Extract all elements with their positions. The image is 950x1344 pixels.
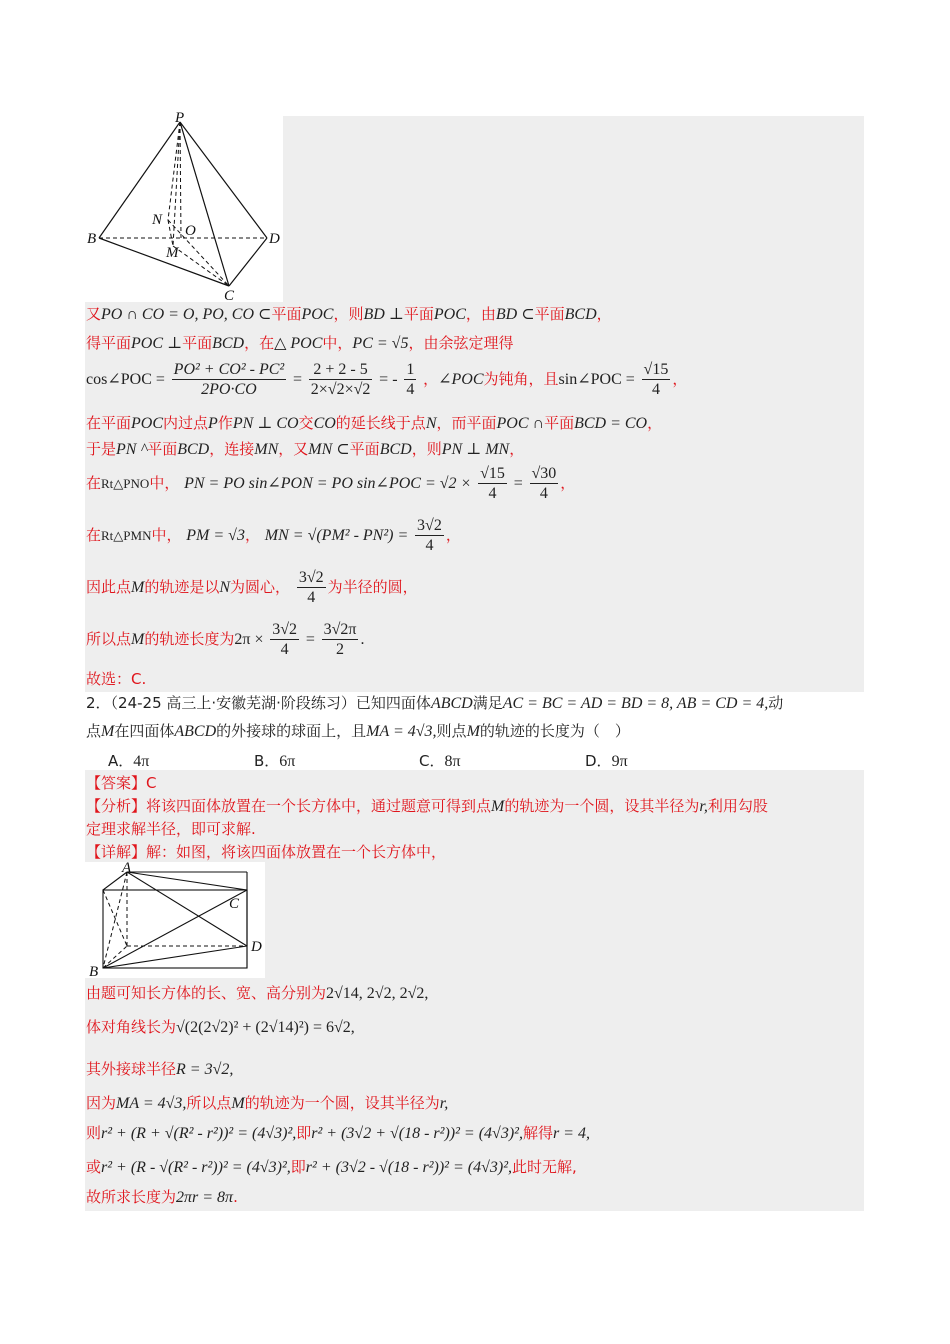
q2-step-7: 故所求长度为2πr = 8π. — [86, 1188, 238, 1206]
fraction: $\frac{1}{4}$ — [406, 361, 415, 399]
q1-line-2: 得平面POC ⊥平面BCD，在△ POC中，PC = √5，由余弦定理得 — [86, 334, 514, 352]
label-D: D — [251, 939, 262, 955]
q2-step-5: 则r² + (R + √(R² - r²))² = (4√3)²,即r² + (3√2 + √(18 - r²))² = (4√3)²,解得r = 4, — [86, 1124, 590, 1142]
option-c[interactable]: C．8π — [419, 752, 461, 770]
q2-step-6: 或r² + (R - √(R² - r²))² = (4√3)²,即r² + (3√2 - √(18 - r²))² = (4√3)²,此时无解, — [86, 1158, 577, 1176]
label-C: C — [224, 288, 235, 302]
q1-line-4: 在平面POC内过点P作PN ⊥ CO交CO的延长线于点N，而平面POC ∩平面BCD = CO， — [86, 414, 663, 432]
cuboid-figure — [85, 862, 265, 978]
q1-conclusion: 故选：C. — [86, 670, 147, 688]
label-A: A — [122, 862, 132, 876]
pyramid-figure — [85, 110, 283, 302]
label-B: B — [87, 231, 97, 247]
q2-stem-line-2: 点M在四面体ABCD的外接球的球面上，且MA = 4√3,则点M的轨迹的长度为（ ） — [86, 722, 630, 740]
q1-line-1: 又PO ∩ CO = O, PO, CO ⊂平面POC，则BD ⊥平面POC，由BD ⊂平面BCD， — [86, 305, 612, 323]
fraction: $\frac{3√2}{4}$ — [272, 621, 298, 659]
label-O: O — [185, 223, 196, 239]
fraction: $\frac{3√2}{4}$ — [417, 517, 442, 555]
label-N: N — [152, 212, 163, 228]
q1-line-9: 所以点M的轨迹长度为2π × $\frac{3√2}{4}$ = $\frac{3√2\pi}{2}$ . — [86, 621, 365, 659]
q2-step-3: 其外接球半径R = 3√2, — [86, 1060, 234, 1078]
label-D: D — [269, 231, 280, 247]
q1-line-7: 在Rt△PMN中， PM = √3， MN = √(PM² - PN²) = $\frac{3√2}{4}$ ， — [86, 517, 461, 555]
q2-analysis-line-1: 【分析】将该四面体放置在一个长方体中，通过题意可得到点M的轨迹为一个圆，设其半径为r,利用勾股 — [86, 797, 768, 815]
fraction: $\frac{√15}{4}$ — [643, 361, 669, 399]
label-P: P — [175, 110, 185, 126]
q1-line-3-cosine: cos∠POC = $\frac{\text{PO² + CO² - PC²}}{2PO\cdot CO}$ = $\frac{2 + 2 - 5}{2\times√2\times√2}$ = - $\frac{1}{4}$ ，∠POC为钝角，且sin∠POC = $\frac{√15}{4}$ ， — [86, 361, 688, 399]
fraction: $\frac{√15}{4}$ — [480, 465, 505, 503]
q1-line-5: 于是PN ^平面BCD，连接MN，又MN ⊂平面BCD，则PN ⊥ MN， — [86, 440, 525, 458]
option-d[interactable]: D．9π — [585, 752, 628, 770]
q2-step-1: 由题可知长方体的长、宽、高分别为2√14, 2√2, 2√2, — [86, 984, 429, 1002]
label-C: C — [229, 896, 240, 912]
q2-detail: 【详解】解：如图，将该四面体放置在一个长方体中， — [86, 843, 447, 861]
q2-step-4: 因为MA = 4√3,所以点M的轨迹为一个圆，设其半径为r, — [86, 1094, 449, 1112]
fraction: $\frac{\text{PO² + CO² - PC²}}{2PO\cdot CO}$ — [173, 361, 285, 399]
q2-analysis-line-2: 定理求解半径，即可求解. — [86, 820, 256, 838]
fraction: $\frac{3√2}{4}$ — [298, 569, 324, 607]
fraction: $\frac{3√2\pi}{2}$ — [323, 621, 357, 659]
fraction: $\frac{√30}{4}$ — [531, 465, 557, 503]
q1-line-6: 在Rt△PNO中， PN = PO sin∠PON = PO sin∠POC = √2 × $\frac{√15}{4}$ = $\frac{√30}{4}$ ， — [86, 465, 576, 503]
label-M: M — [166, 245, 179, 261]
fraction: $\frac{2 + 2 - 5}{2\times√2\times√2}$ — [310, 361, 371, 399]
q2-answer: 【答案】C — [86, 774, 157, 792]
q1-line-8: 因此点M的轨迹是以N为圆心， $\frac{3√2}{4}$ 为半径的圆， — [86, 569, 418, 607]
option-a[interactable]: A．4π — [108, 752, 150, 770]
label-B: B — [89, 964, 99, 978]
option-b[interactable]: B．6π — [254, 752, 296, 770]
q2-stem-line-1: 2．（24-25 高三上·安徽芜湖·阶段练习）已知四面体ABCD满足AC = BC = AD = BD = 8, AB = CD = 4,动 — [86, 694, 784, 712]
q2-step-2: 体对角线长为√(2(2√2)² + (2√14)²) = 6√2, — [86, 1018, 355, 1036]
